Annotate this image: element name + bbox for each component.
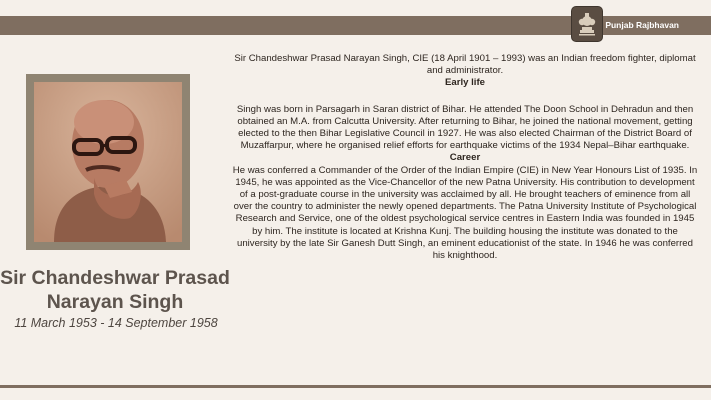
footer-divider [0,385,711,388]
intro-paragraph: Sir Chandeshwar Prasad Narayan Singh, CIE (18 April 1901 – 1993) was an Indian freedom fighter, diplomat and administrator. [234,53,696,77]
header-bar [0,16,711,35]
portrait-illustration [34,82,182,242]
early-life-paragraph: Singh was born in Parsagarh in Saran district of Bihar. He attended The Doon School in Dehradun and then obtained an M.A. from Calcutta University. After returning to Bihar, he joined the national movement, getting elected to the then Bihar Legislative Council in 1927. He was also elected Chairman of the District Board of Muzaffarpur, where he organised relief efforts for earthquake victims of the 1934 Nepal–Bihar earthquake. [236,103,694,152]
career-paragraph: He was conferred a Commander of the Order of the Indian Empire (CIE) in New Year Honours List of 1935. In 1945, he was appointed as the Vice-Chancellor of the new Patna University. His contribution to development of a post-graduate course in the university was acclaimed by all. He brought teachers of eminence from all over the country to administer the newly opened departments. The Patna University Institute of Psychological Research and Service, one of the oldest psychological service centres in Eastern India was founded in 1945 by him. The institute is located at Krishna Kunj. The building housing the institute was donated to the university by the late Sir Ganesh Dutt Singh, an eminent educationist of the state. In 1946 he was conferred his knighthood. [232,164,698,262]
portrait-frame [26,74,190,250]
portrait-photo [34,82,182,242]
person-name: Sir Chandeshwar Prasad Narayan Singh [0,267,230,313]
state-emblem-icon[interactable] [572,7,602,41]
biography-content [232,53,698,262]
brand-label[interactable]: Punjab Rajbhavan [605,20,679,30]
early-life-heading: Early life [445,77,485,89]
tenure-dates: 11 March 1953 - 14 September 1958 [14,316,218,330]
emblem-graphic [576,11,598,37]
career-heading: Career [449,152,481,164]
